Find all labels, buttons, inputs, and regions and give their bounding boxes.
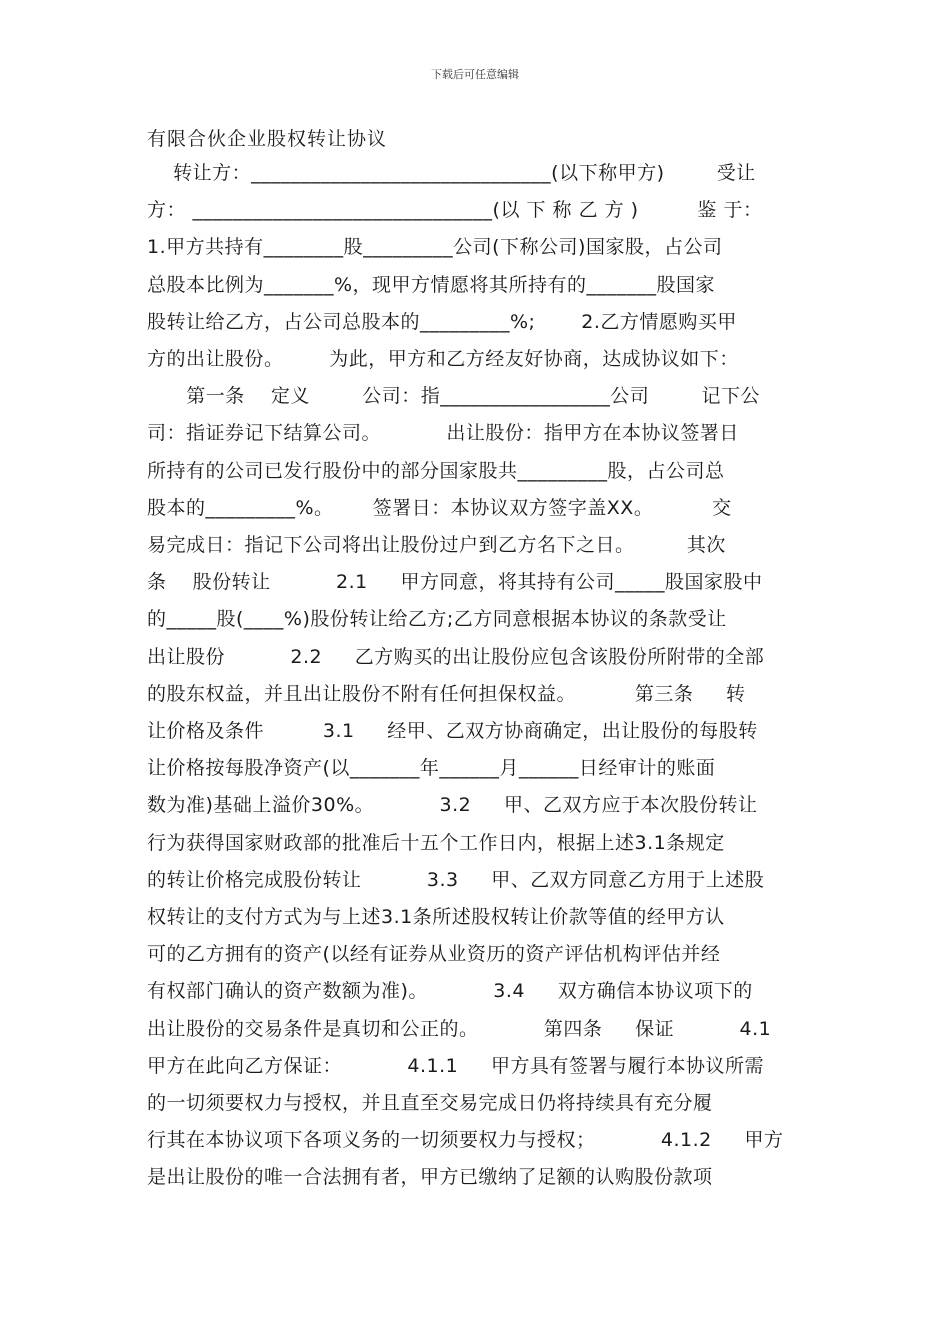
paragraph-line: 让价格按每股净资产(以_______年______月______日经审计的账面	[147, 757, 716, 780]
paragraph-line: 股转让给乙方，占公司总股本的_________%; 2.乙方情愿购买甲	[147, 310, 737, 333]
header-note: 下载后可任意编辑	[431, 68, 519, 81]
paragraph-line: 司：指证券记下结算公司。 出让股份：指甲方在本协议签署日	[147, 422, 739, 445]
paragraph-line: 可的乙方拥有的资产(以经有证券从业资历的资产评估机构评估并经	[147, 943, 721, 966]
paragraph-line: 的一切须要权力与授权，并且直至交易完成日仍将持续具有充分履	[147, 1092, 713, 1114]
paragraph-line: 转让方：______________________________(以下称甲方) 受让	[147, 162, 756, 184]
paragraph-line: 1.甲方共持有________股_________公司(下称公司)国家股，占公司	[147, 236, 723, 259]
paragraph-line: 让价格及条件 3.1 经甲、乙双方协商确定，出让股份的每股转	[147, 720, 758, 742]
paragraph-line: 第一条 定义 公司：指_________________公司 记下公	[147, 385, 761, 408]
paragraph-line: 有权部门确认的资产数额为准)。 3.4 双方确信本协议项下的	[147, 980, 753, 1003]
paragraph-line: 方的出让股份。 为此，甲方和乙方经友好协商，达成协议如下：	[147, 348, 739, 370]
paragraph-line: 行其在本协议项下各项义务的一切须要权力与授权； 4.1.2 甲方	[147, 1129, 784, 1152]
paragraph-line: 甲方在此向乙方保证： 4.1.1 甲方具有签署与履行本协议所需	[147, 1054, 764, 1077]
paragraph-line: 的转让价格完成股份转让 3.3 甲、乙双方同意乙方用于上述股	[147, 868, 765, 891]
paragraph-line: 条 股份转让 2.1 甲方同意，将其持有公司_____股国家股中	[147, 571, 763, 594]
paragraph-line: 总股本比例为_______%，现甲方情愿将其所持有的_______股国家	[147, 273, 716, 296]
paragraph-line: 数为准)基础上溢价30%。 3.2 甲、乙双方应于本次股份转让	[147, 794, 758, 817]
paragraph-line: 权转让的支付方式为与上述3.1条所述股权转让价款等值的经甲方认	[147, 906, 725, 928]
document-title: 有限合伙企业股权转让协议	[147, 128, 388, 150]
paragraph-line: 行为获得国家财政部的批准后十五个工作日内，根据上述3.1条规定	[147, 831, 725, 854]
paragraph-line: 的股东权益，并且出让股份不附有任何担保权益。 第三条 转	[147, 682, 746, 705]
paragraph-line: 出让股份 2.2 乙方购买的出让股份应包含该股份所附带的全部	[147, 645, 765, 668]
paragraph-line: 所持有的公司已发行股份中的部分国家股共_________股，占公司总	[147, 459, 725, 482]
paragraph-line: 股本的_________%。 签署日：本协议双方签字盖XX。 交	[147, 496, 732, 519]
paragraph-line: 方： ______________________________(以 下 称 乙 方 ) 鉴 于：	[147, 199, 763, 222]
paragraph-line: 易完成日：指记下公司将出让股份过户到乙方名下之日。 其次	[147, 534, 726, 556]
paragraph-line: 的_____股(____%)股份转让给乙方;乙方同意根据本协议的条款受让	[147, 608, 727, 631]
paragraph-line: 是出让股份的唯一合法拥有者，甲方已缴纳了足额的认购股份款项	[147, 1166, 713, 1189]
paragraph-line: 出让股份的交易条件是真切和公正的。 第四条 保证 4.1	[147, 1017, 772, 1040]
